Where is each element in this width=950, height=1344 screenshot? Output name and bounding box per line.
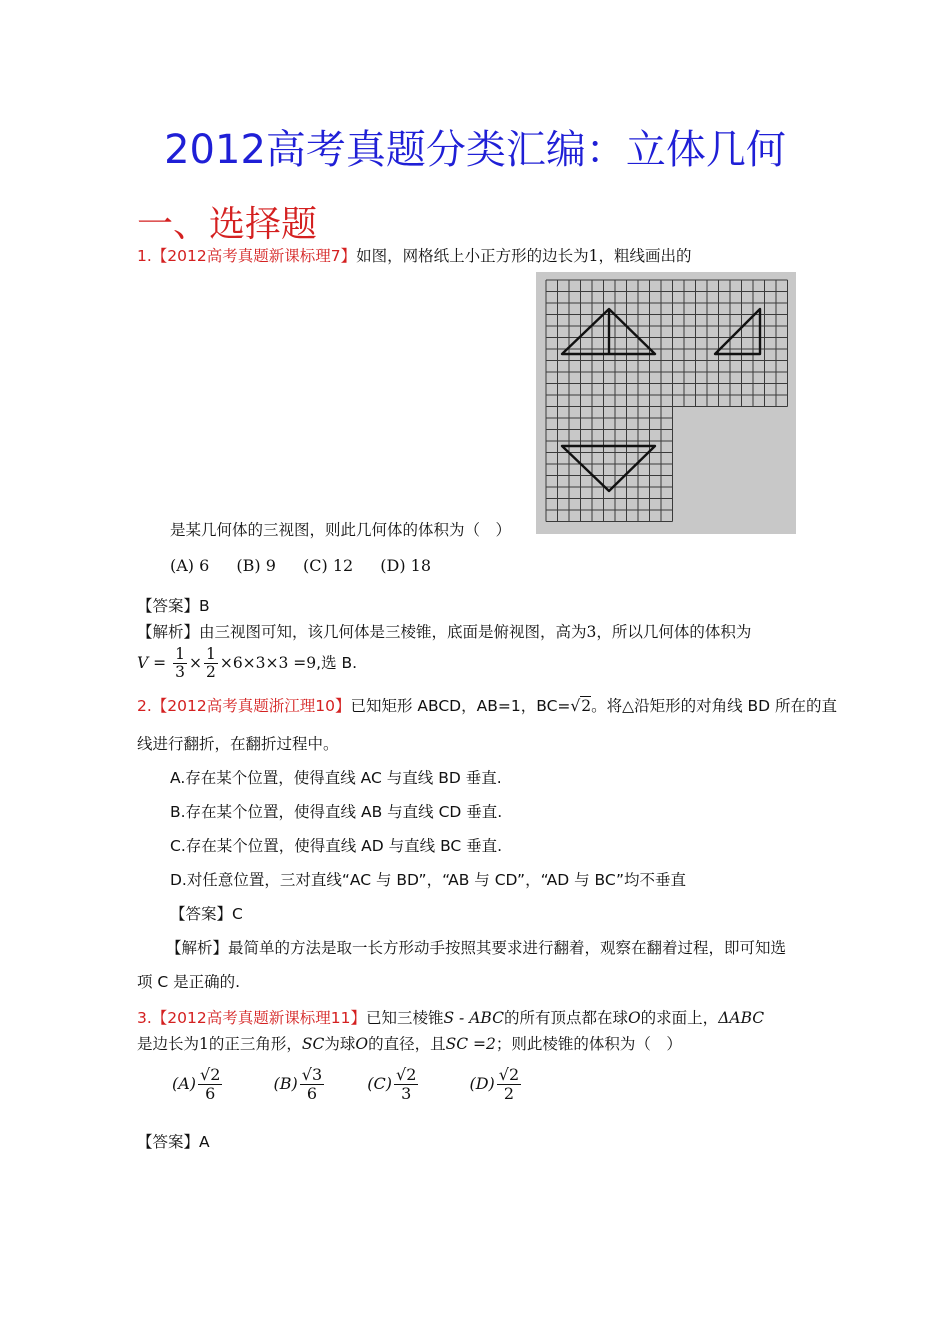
q1-one: 1 xyxy=(588,247,599,265)
q3-option-c: (C) $\frac{√2}{3}$ xyxy=(367,1065,417,1103)
q3-option-d: (D) $\frac{√2}{2}$ xyxy=(469,1065,520,1103)
q1-answer xyxy=(137,594,210,616)
q1-formula-eq: = xyxy=(153,654,167,673)
q3-stem xyxy=(137,1006,764,1028)
q3-o-2: O xyxy=(355,1035,369,1053)
q1-option-a: (A) 6 xyxy=(170,556,210,575)
q3-text-h: ；则此棱锥的体积为（ ） xyxy=(495,1035,682,1053)
q2-text-a: 已知矩形 ABCD，AB=1，BC= xyxy=(350,697,571,715)
q1-analysis xyxy=(137,620,751,642)
q2-option-a: A.存在某个位置，使得直线 AC 与直线 BD 垂直. xyxy=(170,769,502,787)
q1-options xyxy=(170,556,431,575)
q3-number: 3. xyxy=(137,1009,152,1027)
q1-height-value: 3 xyxy=(586,623,597,641)
q3-sabc: S - ABC xyxy=(443,1009,504,1027)
q3-answer-label: 【答案】 xyxy=(137,1133,200,1151)
q2-answer xyxy=(170,902,243,924)
q1-option-d: (D) 18 xyxy=(380,556,432,575)
q3-sc-equation: SC =2 xyxy=(445,1035,496,1053)
q1-analysis-text-b: ，所以几何体的体积为 xyxy=(596,623,752,641)
q3-answer xyxy=(137,1130,210,1152)
q1-text-b: ，粗线画出的 xyxy=(598,247,692,265)
q3-answer-value: A xyxy=(199,1133,210,1151)
q2-number: 2. xyxy=(137,697,152,715)
q1-formula-v: V xyxy=(137,654,149,673)
q1-formula-times: × xyxy=(188,654,202,673)
q2-answer-label: 【答案】 xyxy=(170,905,233,923)
q1-text-a: 如图，网格纸上小正方形的边长为 xyxy=(356,247,589,265)
q2-option-d: D.对任意位置，三对直线“AC 与 BD”，“AB 与 CD”，“AD 与 BC”均不垂直 xyxy=(170,871,687,889)
q3-text-g: 的直径，且 xyxy=(368,1035,446,1053)
q3-text-c: 的求面上， xyxy=(640,1009,719,1027)
q2-analysis xyxy=(166,936,786,958)
q2-analysis-label: 【解析】 xyxy=(166,939,229,957)
q1-option-b: (B) 9 xyxy=(236,556,276,575)
q1-stem xyxy=(137,244,692,266)
q3-text-d: 是边长为 xyxy=(137,1035,200,1053)
q2-sqrt-two: √2 xyxy=(570,697,592,715)
page-title: 2012高考真题分类汇编：立体几何 xyxy=(164,127,786,173)
q3-o: O xyxy=(627,1009,641,1027)
q1-volume-formula xyxy=(137,646,357,681)
q2-text-b: 。将△沿矩形的对角线 BD 所在的直 xyxy=(591,697,838,715)
q1-formula-end: ,选 B. xyxy=(316,654,358,673)
q3-options xyxy=(172,1066,523,1102)
q1-analysis-text: 由三视图可知，该几何体是三棱锥，底面是俯视图，高为 xyxy=(199,623,587,641)
q2-answer-value: C xyxy=(232,905,243,923)
q2-analysis-continued: 项 C 是正确的. xyxy=(137,973,241,991)
q3-option-b: (B) $\frac{√3}{6}$ xyxy=(273,1065,323,1103)
three-view-grid-svg xyxy=(536,272,796,534)
q2-option-c: C.存在某个位置，使得直线 AD 与直线 BC 垂直. xyxy=(170,837,503,855)
section-heading: 一、选择题 xyxy=(137,204,318,245)
q1-answer-label: 【答案】 xyxy=(137,597,200,615)
q3-triangle-abc: ΔABC xyxy=(718,1009,765,1027)
q3-option-a: (A) $\frac{√2}{6}$ xyxy=(172,1065,221,1103)
three-view-figure xyxy=(536,272,796,534)
q3-text-a: 已知三棱锥 xyxy=(365,1009,444,1027)
q1-analysis-label: 【解析】 xyxy=(137,623,200,641)
q3-one: 1 xyxy=(199,1035,209,1053)
q2-option-b: B.存在某个位置，使得直线 AB 与直线 CD 垂直. xyxy=(170,803,503,821)
q3-text-b: 的所有顶点都在球 xyxy=(503,1009,628,1027)
q1-formula-rest: ×6×3×3 =9 xyxy=(219,654,317,673)
q1-number: 1. xyxy=(137,247,152,265)
q1-fraction-one-third: $\frac{1}{3}$ xyxy=(175,645,185,682)
q1-fraction-one-half: $\frac{1}{2}$ xyxy=(205,645,216,682)
q3-text-f: 为球 xyxy=(324,1035,356,1053)
q2-source-tag: 【2012高考真题浙江理10】 xyxy=(151,697,351,715)
q1-source-tag: 【2012高考真题新课标理7】 xyxy=(151,247,357,265)
q3-text-e: 的正三角形， xyxy=(208,1035,302,1053)
q1-option-c: (C) 12 xyxy=(303,556,354,575)
q2-analysis-text: 最简单的方法是取一长方形动手按照其要求进行翻着，观察在翻着过程，即可知选 xyxy=(228,939,787,957)
q3-stem-continued xyxy=(137,1032,682,1054)
q1-answer-value: B xyxy=(199,597,210,615)
q3-sc: SC xyxy=(301,1035,325,1053)
q3-source-tag: 【2012高考真题新课标理11】 xyxy=(151,1009,366,1027)
q2-stem-continued: 线进行翻折，在翻折过程中。 xyxy=(137,735,339,753)
q1-stem-continued: 是某几何体的三视图，则此几何体的体积为（ ） xyxy=(170,521,512,539)
q2-stem xyxy=(137,694,837,716)
